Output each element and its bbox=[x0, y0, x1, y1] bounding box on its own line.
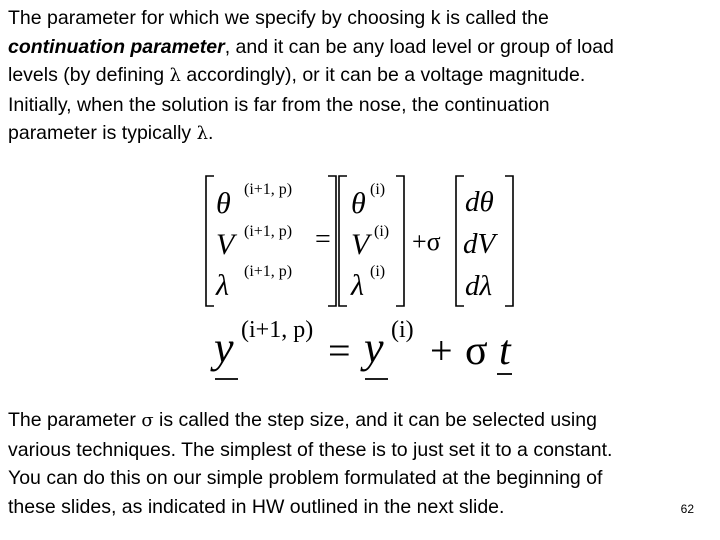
intro-line-4: Initially, when the solution is far from the nose, the continuation bbox=[8, 93, 550, 116]
lambda-symbol-2: λ bbox=[196, 123, 208, 144]
intro-line-2-rest: , and it can be any load level or group of load bbox=[224, 35, 614, 58]
rhs-theta-sup: (i) bbox=[370, 181, 386, 198]
intro-line-3a: levels (by defining bbox=[8, 64, 170, 86]
tangent-vector bbox=[463, 186, 499, 302]
rhs-theta: θ bbox=[351, 187, 366, 220]
lhs-lambda: λ bbox=[216, 269, 229, 302]
vec-plus: + bbox=[430, 328, 453, 373]
step-line-2: various techniques. The simplest of these is to just set it to a constant. bbox=[8, 438, 613, 461]
vec-t: t bbox=[499, 328, 511, 374]
step-line-1a: The parameter bbox=[8, 409, 142, 431]
intro-line-1: The parameter for which we specify by choosing k is called the bbox=[8, 7, 549, 29]
lhs-v: V bbox=[216, 228, 235, 261]
vector-equation bbox=[210, 317, 512, 379]
step-line-1b: is called the step size, and it can be selected using bbox=[153, 409, 597, 431]
matrix-equals: = bbox=[315, 224, 331, 255]
rhs-vector bbox=[350, 181, 389, 302]
tangent-dtheta: dθ bbox=[465, 186, 494, 218]
tangent-dv: dV bbox=[463, 228, 496, 260]
rhs-lambda-sup: (i) bbox=[370, 263, 386, 280]
lhs-v-sup: (i+1, p) bbox=[244, 223, 293, 240]
lhs-theta-sup: (i+1, p) bbox=[244, 181, 293, 198]
rhs-lambda: λ bbox=[351, 269, 364, 302]
vec-equals: = bbox=[328, 328, 351, 373]
vec-rhs-y: y bbox=[364, 323, 384, 372]
intro-line-3b: accordingly), or it can be a voltage magnitude. bbox=[180, 64, 586, 86]
sigma-symbol: σ bbox=[141, 410, 154, 431]
lambda-symbol: λ bbox=[169, 65, 181, 86]
vec-sigma: σ bbox=[465, 328, 488, 374]
rhs-v-sup: (i) bbox=[374, 223, 390, 240]
intro-line-5a: parameter is typically bbox=[8, 122, 197, 144]
vec-lhs-sup: (i+1, p) bbox=[241, 317, 314, 343]
continuation-parameter-term: continuation parameter bbox=[8, 35, 225, 58]
tangent-dlambda: dλ bbox=[465, 270, 493, 302]
lhs-lambda-sup: (i+1, p) bbox=[244, 263, 293, 280]
lhs-theta: θ bbox=[216, 187, 231, 220]
step-size-paragraph bbox=[8, 406, 713, 521]
step-line-4: these slides, as indicated in HW outlined in the next slide. bbox=[8, 495, 505, 518]
plus-sigma: +σ bbox=[412, 227, 441, 256]
intro-line-5b: . bbox=[208, 122, 214, 144]
slide-number: 62 bbox=[680, 502, 694, 516]
vec-rhs-sup: (i) bbox=[391, 317, 414, 343]
lhs-vector bbox=[215, 181, 292, 302]
rhs-v: V bbox=[351, 228, 370, 261]
step-line-3: You can do this on our simple problem formulated at the beginning of bbox=[8, 467, 603, 489]
vec-lhs-y: y bbox=[214, 323, 234, 372]
